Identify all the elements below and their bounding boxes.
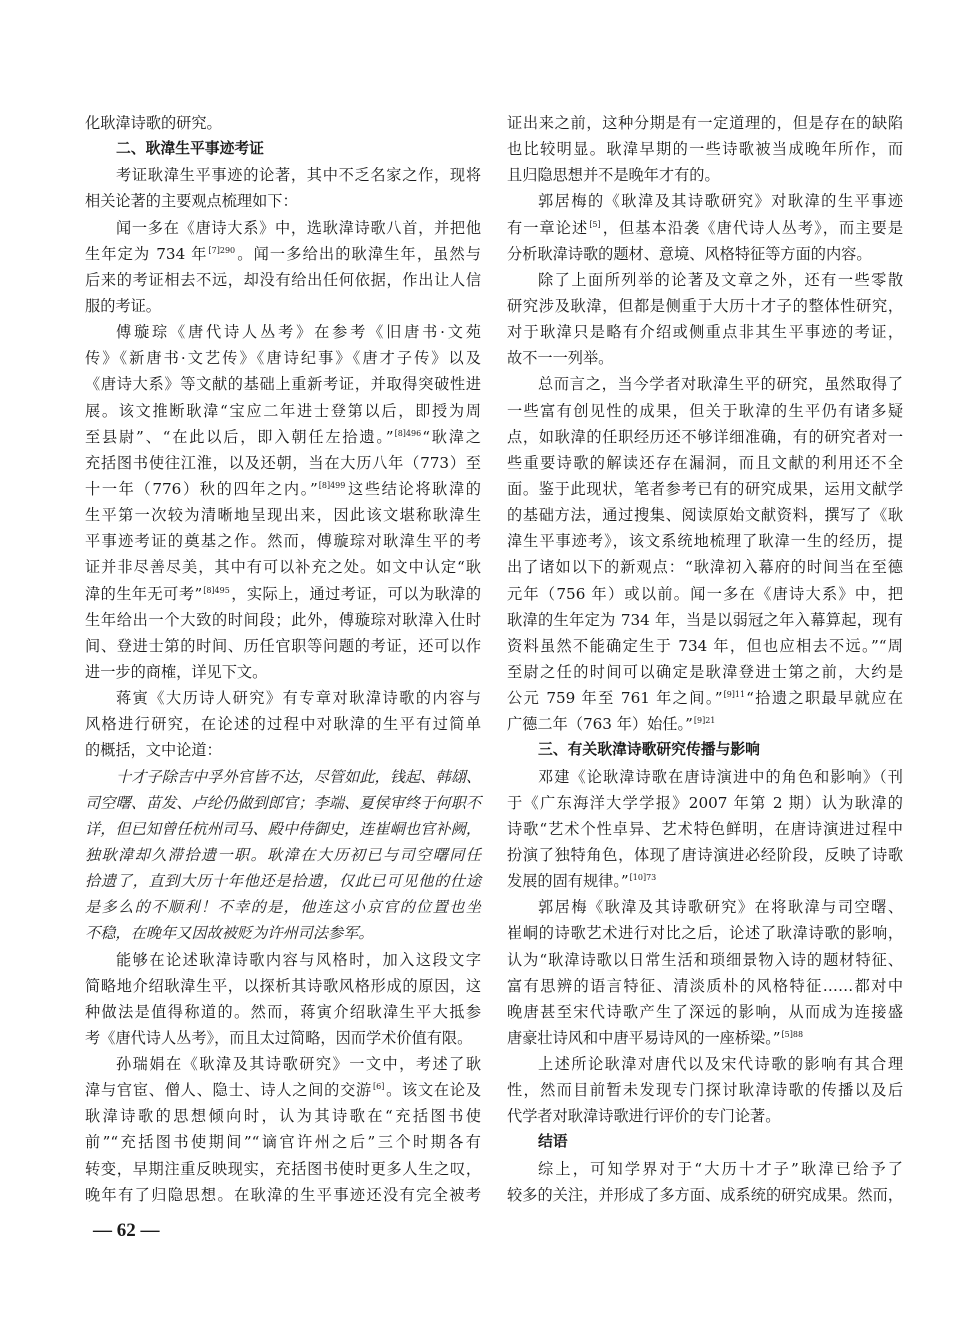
- text-line: [507, 868, 903, 894]
- text-segment: 这些结论将耿湋的: [346, 479, 481, 498]
- text-line: 详，但已知曾任杭州司马、殿中侍御史，连崔峒也官补阙，: [85, 819, 481, 838]
- citation-superscript: [8]499: [318, 480, 346, 490]
- text-line: 认为“耿湋诗歌以日常生活和琐细景物入诗的题材特征、: [507, 950, 903, 969]
- text-line: 结语: [538, 1133, 568, 1151]
- text-line: 独耿湋却久滞拾遗一职。耿湋在大历初已与司空曙同任: [85, 845, 481, 864]
- paragraph: [85, 110, 481, 136]
- text-line: 综上，可知学界对于“大历十才子”耿湋已给予了: [538, 1159, 903, 1178]
- paragraph: [507, 764, 903, 895]
- text-line: 研究涉及耿湋，但都是侧重于大历十才子的整体性研究，: [507, 296, 903, 315]
- text-line: 代学者对耿湋诗歌进行评价的专门论著。: [507, 1107, 781, 1126]
- text-line: 对于耿湋只是略有介绍或侧重点非其生平事迹的考证，: [507, 323, 903, 342]
- text-line: 的概括，文中论道：: [85, 741, 222, 760]
- citation-superscript: [8]496: [394, 428, 422, 438]
- text-line: 不稳，在晚年又因故被贬为许州司法参军。: [85, 924, 374, 943]
- citation-superscript: [9]21: [693, 716, 716, 726]
- text-line: 一些富有创见性的成果，但关于耿湋的生平仍有诸多疑: [507, 401, 903, 420]
- text-line: 服的考证。: [85, 296, 161, 315]
- text-line: [507, 711, 903, 737]
- text-line: 后来的考证相去不远，却没有给出任何依据，作出让人信: [85, 270, 481, 289]
- text-line: 晚唐甚至宋代诗歌产生了深远的影响，从而成为连接盛: [507, 1002, 903, 1021]
- text-line: 生平第一次较为清晰地呈现出来，因此该文堪称耿湋生: [85, 506, 481, 525]
- text-segment: 十一年（776）秋的四年之内。”: [85, 479, 318, 498]
- paragraph: [85, 947, 481, 1052]
- text-line: 展。该文推断耿湋“宝应二年进士登第以后，即授为周: [85, 401, 481, 420]
- text-line: 闻一多在《唐诗大系》中，选耿湋诗歌八首，并把他: [116, 218, 481, 237]
- text-line: 拾遗了，直到大历十年他还是拾遗，仅此已可见他的仕途: [85, 872, 481, 891]
- text-line: 郭居梅《耿湋及其诗歌研究》在将耿湋与司空曙、: [538, 898, 903, 917]
- citation-superscript: [6]: [373, 1082, 385, 1092]
- paragraph: [85, 319, 481, 685]
- text-line: 耿湋的生年定为 734 年，当是以弱冠之年入幕算起，现有: [507, 610, 903, 629]
- text-segment: 至县尉”、“在此以后，即入朝任左拾遗。”: [85, 427, 394, 446]
- text-line: 富有思辨的语言特征、清淡质朴的风格特征……都对中: [507, 976, 903, 995]
- text-line: 孙瑞娟在《耿湋及其诗歌研究》一文中，考述了耿: [116, 1055, 481, 1074]
- text-segment: 湋与官宦、僧人、隐士、诗人之间的交游: [85, 1081, 372, 1100]
- text-segment: “拾遗之职最早就应在: [746, 689, 904, 708]
- text-segment: 。该文在论及: [385, 1081, 482, 1100]
- text-segment: 广德二年（763 年）始任。”: [507, 715, 693, 734]
- text-line: 耿湋诗歌的思想倾向时，认为其诗歌在“充括图书使: [85, 1107, 481, 1126]
- text-line: 考证耿湋生平事迹的论著，其中不乏名家之作，现将: [116, 166, 481, 185]
- text-line: 傅璇琮《唐代诗人丛考》在参考《旧唐书·文苑: [116, 323, 481, 342]
- text-segment: 有一章论述: [507, 218, 589, 237]
- text-line: 较多的关注，并形成了多方面、成系统的研究成果。然而，: [507, 1185, 903, 1204]
- text-line: 相关论著的主要观点梳理如下：: [85, 192, 298, 211]
- text-line: 性，然而目前暂未发现专门探讨耿湋诗歌的传播以及后: [507, 1081, 903, 1100]
- text-line: [85, 1077, 481, 1103]
- text-line: 面。鉴于此现状，笔者参考已有的研究成果，运用文献学: [507, 479, 903, 498]
- text-line: 平事迹考证的奠基之作。然而，傅璇琮对耿湋生平的考: [85, 532, 481, 551]
- text-line: 证出来之前，这种分期是有一定道理的，但是存在的缺陷: [507, 114, 903, 132]
- text-line: 且归隐思想并不是晚年才有的。: [507, 166, 720, 185]
- text-line: 些重要诗歌的解读还存在漏洞，而且文献的利用还不全: [507, 453, 903, 472]
- text-line: [507, 1025, 903, 1051]
- text-segment: 公元 759 年至 761 年之间。”: [507, 689, 723, 708]
- text-line: 郭居梅的《耿湋及其诗歌研究》对耿湋的生平事迹: [538, 192, 903, 211]
- text-line: 能够在论述耿湋诗歌内容与风格时，加入这段文字: [116, 950, 481, 969]
- citation-superscript: [10]73: [629, 873, 657, 883]
- text-segment: 发展的固有规律。”: [507, 872, 629, 891]
- text-line: 司空曙、苗发、卢纶仍做到郎官；李端、夏侯审终于何职不: [85, 793, 481, 812]
- section-heading: [85, 136, 481, 162]
- citation-superscript: [8]495: [203, 585, 230, 595]
- page-number: — 62 —: [93, 1220, 160, 1241]
- paragraph: [507, 371, 903, 737]
- text-line: [507, 215, 903, 241]
- text-line: 三、有关耿湋诗歌研究传播与影响: [538, 741, 760, 759]
- text-line: 于《广东海洋大学学报》2007 年第 2 期）认为耿湋的: [507, 793, 903, 812]
- paragraph: [85, 1051, 481, 1208]
- text-line: [85, 424, 481, 450]
- text-segment: ，实际上，通过考证，可以为耿湋的: [230, 584, 482, 603]
- paragraph: [507, 188, 903, 266]
- text-line: 故不一一列举。: [507, 349, 614, 368]
- text-line: 间、登进士第的时间、历任官职等问题的考证，还可以作: [85, 636, 481, 655]
- text-line: 传》《新唐书·文艺传》《唐诗纪事》《唐才子传》以及: [85, 349, 481, 368]
- text-line: [85, 581, 481, 607]
- text-line: 风格进行研究，在论述的过程中对耿湋的生平有过简单: [85, 715, 481, 734]
- text-segment: 生年定为 734 年: [85, 244, 208, 263]
- text-line: 除了上面所列举的论著及文章之外，还有一些零散: [538, 270, 903, 289]
- text-segment: 湋的生年无可考”: [85, 584, 203, 603]
- text-line: 点，如耿湋的任职经历还不够详细准确，有的研究者对一: [507, 427, 903, 446]
- paragraph: [507, 1156, 903, 1208]
- text-line: 上述所论耿湋对唐代以及宋代诗歌的影响有其合理: [538, 1055, 903, 1074]
- text-line: 的基础方法，通过搜集、阅读原始文献资料，撰写了《耿: [507, 506, 903, 525]
- citation-superscript: [9]11: [723, 690, 746, 700]
- text-line: 《唐诗大系》等文献的基础上重新考证，并取得突破性进: [85, 375, 481, 394]
- text-line: 诗歌“艺术个性卓异、艺术特色鲜明，在唐诗演进过程中: [507, 819, 903, 838]
- text-line: 湋生平事迹考》，该文系统地梳理了耿湋一生的经历，提: [507, 532, 903, 551]
- paragraph: [85, 215, 481, 320]
- text-line: 出了诸如以下的新观点：“耿湋初入幕府的时间当在至德: [507, 558, 903, 577]
- citation-superscript: [5]: [589, 219, 601, 229]
- text-line: 蒋寅《大历诗人研究》有专章对耿湋诗歌的内容与: [116, 689, 481, 708]
- section-heading: [507, 737, 903, 763]
- text-line: 至尉之任的时间可以确定是耿湋登进士第之前，大约是: [507, 662, 903, 681]
- text-line: 邓建《论耿湋诗歌在唐诗演进中的角色和影响》（刊: [538, 767, 903, 786]
- text-line: 元年（756 年）或以前。闻一多在《唐诗大系》中，把: [507, 584, 903, 603]
- text-line: 晚年有了归隐思想。在耿湋的生平事迹还没有完全被考: [85, 1185, 481, 1204]
- text-line: 十才子除吉中孚外官皆不达，尽管如此，钱起、韩翃、: [116, 767, 481, 786]
- paragraph: [507, 267, 903, 372]
- text-line: 生年给出一个大致的时间段；此外，傅璇琮对耿湋入仕时: [85, 610, 481, 629]
- paragraph: [507, 894, 903, 1051]
- right-column: [507, 110, 903, 1208]
- text-line: 崔峒的诗歌艺术进行对比之后，论述了耿湋诗歌的影响，: [507, 924, 903, 943]
- text-line: [507, 685, 903, 711]
- text-line: 化耿湋诗歌的研究。: [85, 114, 222, 132]
- text-line: 考《唐代诗人丛考》，而且太过简略，因而学术价值有限。: [85, 1028, 473, 1047]
- text-line: 进一步的商榷，详见下文。: [85, 662, 268, 681]
- paragraph: [507, 1051, 903, 1129]
- text-line: 简略地介绍耿湋生平，以探析其诗歌风格形成的原因，这: [85, 976, 481, 995]
- text-segment: ，但基本沿袭《唐代诗人丛考》，而主要是: [601, 218, 904, 237]
- paragraph: [85, 162, 481, 214]
- text-segment: 唐豪壮诗风和中唐平易诗风的一座桥梁。”: [507, 1028, 781, 1047]
- citation-superscript: [7]290: [208, 245, 236, 255]
- citation-superscript: [5]88: [781, 1029, 804, 1039]
- text-line: [85, 241, 481, 267]
- text-line: 前”“充括图书使期间”“谪官许州之后”三个时期各有: [85, 1133, 481, 1152]
- text-line: 分析耿湋诗歌的题材、意境、风格特征等方面的内容。: [507, 244, 872, 263]
- text-line: 二、耿湋生平事迹考证: [116, 140, 264, 158]
- text-line: 总而言之，当今学者对耿湋生平的研究，虽然取得了: [538, 375, 903, 394]
- text-line: 资料虽然不能确定生于 734 年，但也应相去不远。”“周: [507, 636, 903, 655]
- text-line: 也比较明显。耿湋早期的一些诗歌被当成晚年所作，而: [507, 140, 903, 159]
- text-segment: 。闻一多给出的耿湋生年，虽然与: [236, 244, 481, 263]
- text-line: 是多么的不顺利！不幸的是，他连这小京官的位置也坐: [85, 898, 481, 917]
- text-line: 转变，早期注重反映现实，充括图书使时更多人生之叹，: [85, 1159, 481, 1178]
- text-line: 扮演了独特角色，体现了唐诗演进必经阶段，反映了诗歌: [507, 845, 903, 864]
- text-segment: “耿湋之: [422, 427, 481, 446]
- section-heading: [507, 1129, 903, 1155]
- text-line: 证并非尽善尽美，其中有可以补充之处。如文中认定“耿: [85, 558, 481, 577]
- paragraph: [507, 110, 903, 188]
- text-line: [85, 476, 481, 502]
- block-quote: [85, 764, 481, 947]
- text-line: 种做法是值得称道的。然而，蒋寅介绍耿湋生平大抵参: [85, 1002, 481, 1021]
- text-line: 充括图书使往江淮，以及还朝，当在大历八年（773）至: [85, 453, 481, 472]
- paragraph: [85, 685, 481, 763]
- left-column: [85, 110, 481, 1208]
